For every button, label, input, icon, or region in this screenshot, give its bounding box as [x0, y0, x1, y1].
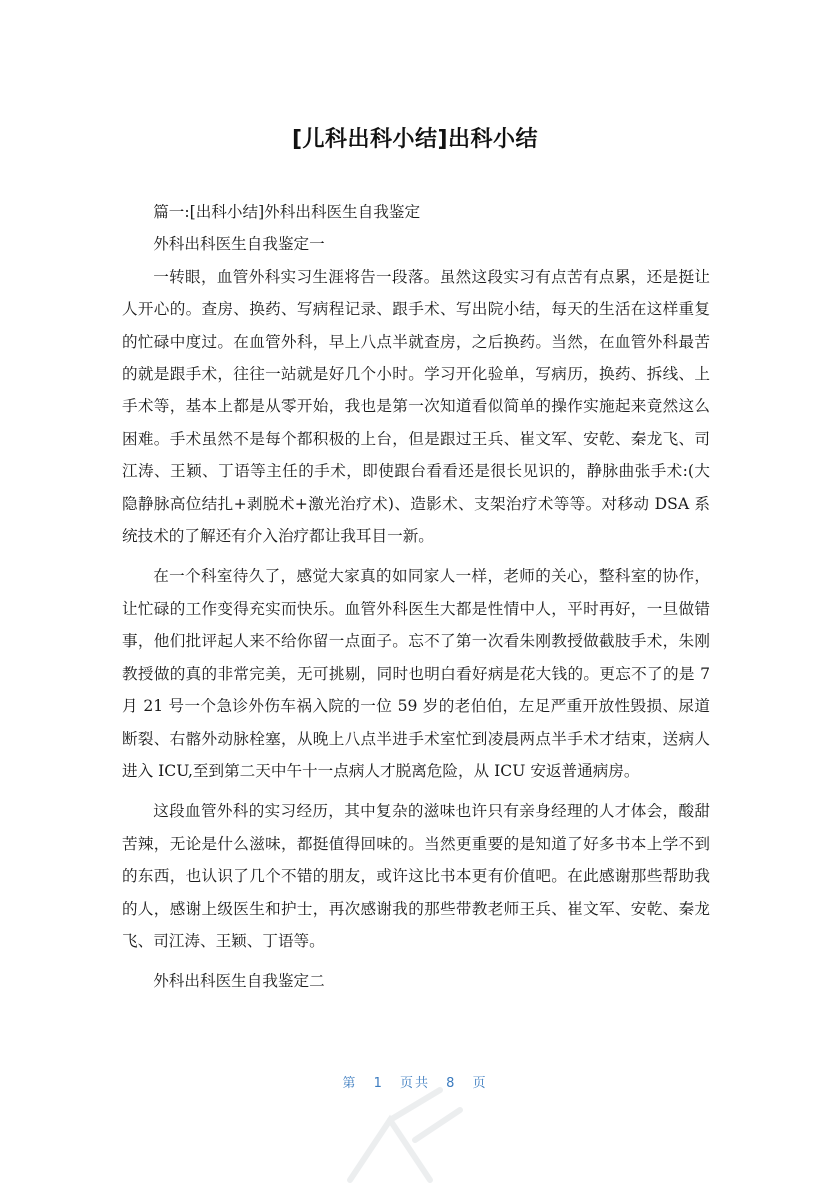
- footer-label-end: 页: [472, 1076, 488, 1091]
- footer-label-of: 页共: [399, 1076, 430, 1091]
- paragraph: 这段血管外科的实习经历，其中复杂的滋味也许只有亲身经理的人才体会，酸甜苦辣，无论是什么滋味，都挺值得回味的。当然更重要的是知道了好多书本上学不到的东西，也认识了几个不错的朋友，或许这比书本更有价值吧。在此感谢那些帮助我的人，感谢上级医生和护士，再次感谢我的那些带教老师王兵、崔文军、安乾、秦龙飞、司江涛、王颖、丁语等。: [122, 802, 710, 950]
- footer-total-pages: 8: [446, 1076, 457, 1091]
- paragraph: 在一个科室待久了，感觉大家真的如同家人一样，老师的关心，整科室的协作，让忙碌的工作变得充实而快乐。血管外科医生大都是性情中人，平时再好，一旦做错事，他们批评起人来不给你留一点面子。忘不了第一次看朱刚教授做截肢手术，朱刚教授做的真的非常完美，无可挑剔，同时也明白看好病是花大钱的。更忘不了的是 7 月 21 号一个急诊外伤车祸入院的一位 59 岁的老伯伯，左足严重开放性毁损、尿道断裂、右髂外动脉栓塞，从晚上八点半进手术室忙到凌晨两点半手术才结束，送病人进入 ICU,至到第二天中午十一点病人才脱离危险，从 ICU 安返普通病房。: [122, 567, 710, 780]
- subsection-heading: 外科出科医生自我鉴定一: [153, 235, 325, 254]
- document-body: [122, 196, 710, 998]
- page-footer: [0, 1072, 830, 1091]
- paragraph: 一转眼，血管外科实习生涯将告一段落。虽然这段实习有点苦有点累，还是挺让人开心的。查房、换药、写病程记录、跟手术、写出院小结，每天的生活在这样重复的忙碌中度过。在血管外科，早上八点半就查房，之后换药。当然，在血管外科最苦的就是跟手术，往往一站就是好几个小时。学习开化验单，写病历，换药、拆线、上手术等，基本上都是从零开始，我也是第一次知道看似简单的操作实施起来竟然这么困难。手术虽然不是每个都积极的上台，但是跟过王兵、崔文军、安乾、秦龙飞、司江涛、王颖、丁语等主任的手术，即使跟台看看还是很长见识的，静脉曲张手术:(大隐静脉高位结扎+剥脱术+激光治疗术)、造影术、支架治疗术等等。对移动 DSA 系统技术的了解还有介入治疗都让我耳目一新。: [122, 267, 710, 546]
- footer-label-page: 第: [342, 1076, 358, 1091]
- footer-current-page: 1: [373, 1076, 384, 1091]
- subsection-heading: 外科出科医生自我鉴定二: [153, 972, 325, 991]
- section-heading: 篇一:[出科小结]外科出科医生自我鉴定: [153, 203, 421, 221]
- document-title: [儿科出科小结]出科小结: [291, 127, 539, 152]
